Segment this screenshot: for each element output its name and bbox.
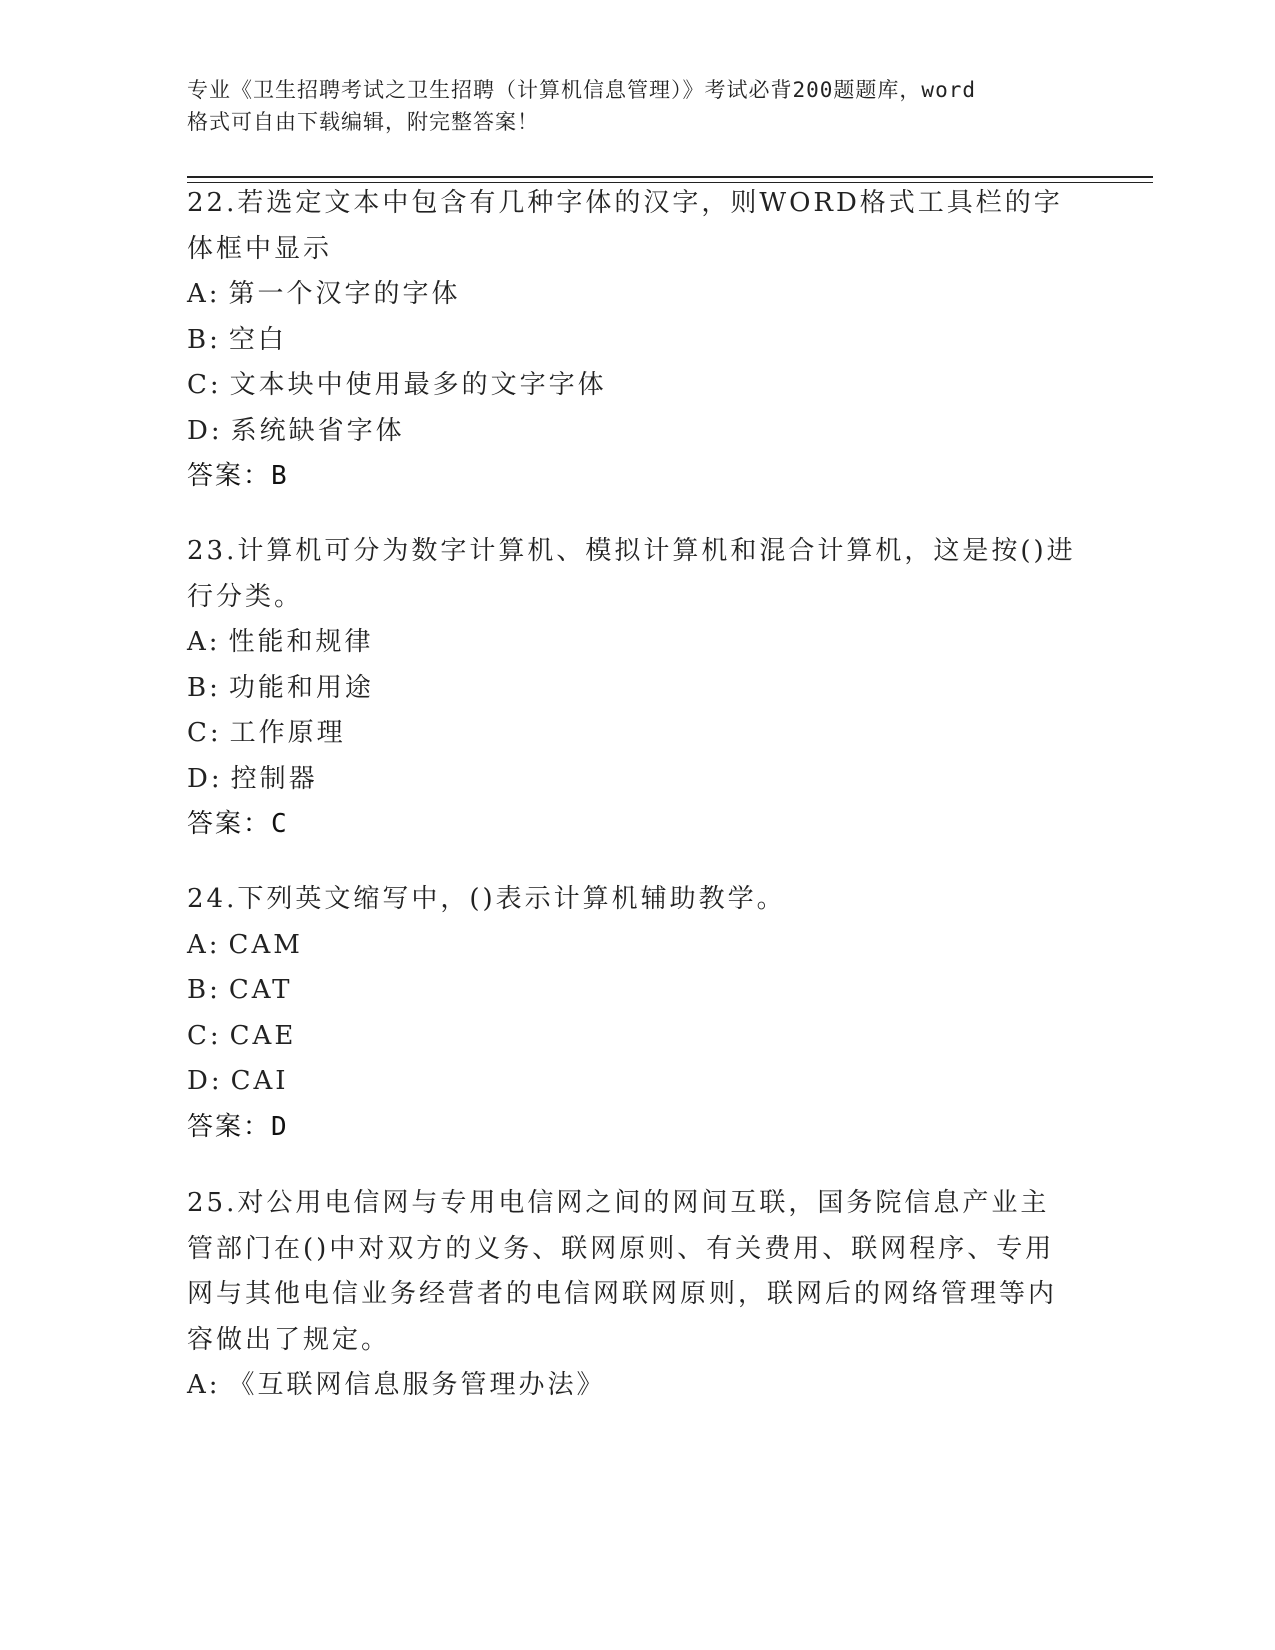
header-divider-thick: [187, 176, 1153, 178]
option-text: 第一个汉字的字体: [228, 279, 461, 309]
option-a: [187, 620, 1077, 666]
option-c: [187, 1014, 1077, 1060]
option-letter: C:: [187, 1020, 222, 1051]
question-stem: 23.计算机可分为数字计算机、模拟计算机和混合计算机，这是按()进行分类。: [187, 536, 1076, 612]
header-title-line-1: 专业《卫生招聘考试之卫生招聘（计算机信息管理）》考试必背200题题库，word: [187, 78, 976, 102]
option-letter: B:: [187, 672, 221, 703]
option-text: 空白: [228, 324, 287, 355]
option-text: CAT: [228, 975, 293, 1005]
option-d: [187, 1059, 1077, 1105]
option-text: 文本块中使用最多的文字字体: [229, 370, 607, 400]
answer-line: [187, 1105, 1077, 1151]
option-letter: A:: [187, 1370, 221, 1400]
document-header: [187, 74, 1087, 138]
option-text: 工作原理: [229, 718, 346, 748]
option-letter: A:: [187, 627, 221, 657]
answer-line: [187, 454, 1077, 500]
option-letter: D:: [187, 1066, 223, 1096]
question-23: [187, 529, 1077, 848]
option-letter: A:: [187, 279, 221, 309]
option-text: CAM: [228, 929, 303, 960]
option-letter: A:: [187, 929, 221, 960]
option-text: CAI: [230, 1066, 289, 1096]
option-c: [187, 711, 1077, 757]
option-text: 系统缺省字体: [230, 415, 405, 446]
option-b: [187, 318, 1077, 364]
option-a: [187, 923, 1077, 969]
answer-value: B: [271, 461, 288, 491]
option-text: 功能和用途: [228, 672, 374, 703]
option-text: 性能和规律: [228, 627, 374, 657]
option-letter: B:: [187, 975, 221, 1005]
question-25: [187, 1181, 1077, 1409]
option-letter: D:: [187, 415, 223, 446]
option-a: [187, 272, 1077, 318]
option-text: 控制器: [230, 763, 318, 794]
option-text: 《互联网信息服务管理办法》: [228, 1370, 606, 1400]
option-d: [187, 409, 1077, 455]
answer-value: C: [271, 809, 288, 839]
option-b: [187, 666, 1077, 712]
answer-label: 答案：: [187, 461, 272, 491]
option-b: [187, 968, 1077, 1014]
question-stem: 25.对公用电信网与专用电信网之间的网间互联，国务院信息产业主管部门在()中对双方的义务、联网原则、有关费用、联网程序、专用网与其他电信业务经营者的电信网联网原则，联网后的网络管理等内容做出了规定。: [187, 1188, 1058, 1355]
option-c: [187, 363, 1077, 409]
answer-value: D: [271, 1111, 288, 1142]
header-title-line-2: 格式可自由下载编辑，附完整答案！: [187, 110, 539, 134]
option-letter: C:: [187, 370, 222, 400]
option-letter: B:: [187, 324, 221, 355]
answer-label: 答案：: [187, 1111, 272, 1142]
option-text: CAE: [229, 1020, 297, 1051]
question-22: [187, 181, 1077, 500]
option-letter: D:: [187, 763, 223, 794]
answer-line: [187, 802, 1077, 848]
answer-label: 答案：: [187, 809, 272, 839]
question-stem: 24.下列英文缩写中，()表示计算机辅助教学。: [187, 884, 786, 914]
question-stem: 22.若选定文本中包含有几种字体的汉字，则WORD格式工具栏的字体框中显示: [187, 188, 1063, 264]
question-24: [187, 877, 1077, 1150]
option-d: [187, 757, 1077, 803]
option-a: [187, 1363, 1077, 1409]
option-letter: C:: [187, 718, 222, 748]
